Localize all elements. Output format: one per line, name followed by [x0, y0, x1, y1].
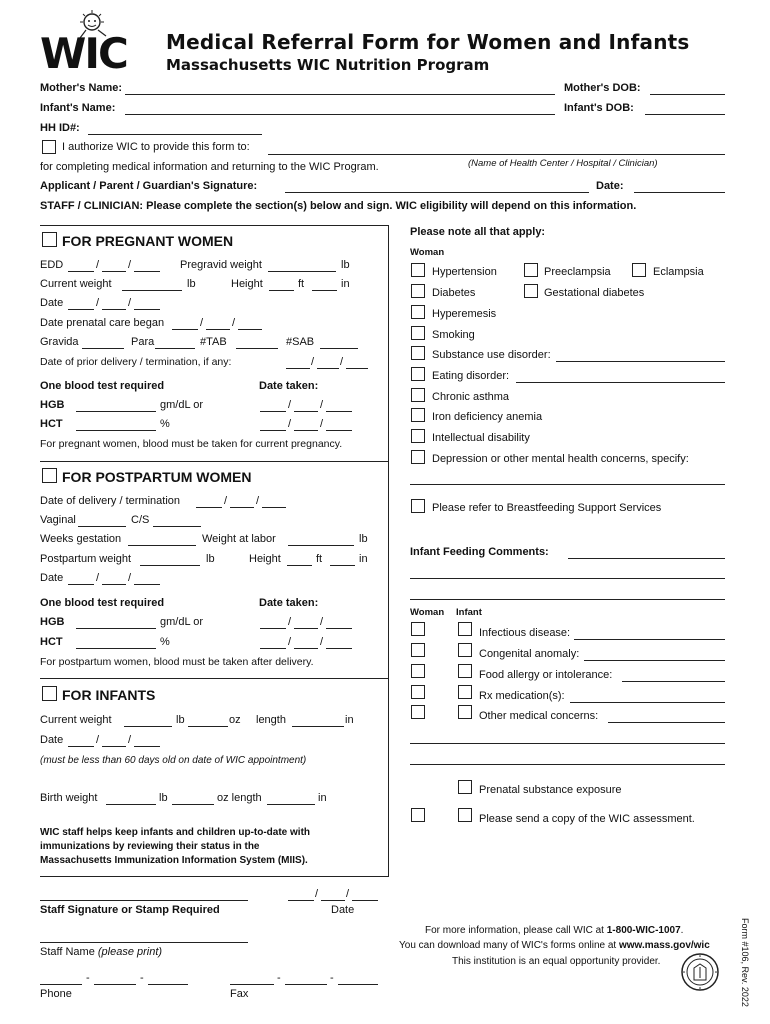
- postpartum-hgb-field[interactable]: [76, 628, 156, 629]
- edd-month[interactable]: [68, 271, 94, 272]
- breastfeeding-referral-checkbox[interactable]: [411, 499, 425, 513]
- substance-use-label: Substance use disorder:: [432, 349, 551, 361]
- preeclampsia-checkbox[interactable]: [524, 263, 538, 277]
- pregnant-women-checkbox[interactable]: [42, 232, 57, 247]
- rx-medication-field[interactable]: [570, 702, 725, 703]
- massachusetts-seal-icon: [680, 952, 720, 992]
- prior-delivery-label: Date of prior delivery / termination, if any:: [40, 356, 232, 368]
- phone-prefix[interactable]: [94, 984, 136, 985]
- weeks-gestation-field[interactable]: [128, 545, 196, 546]
- delivery-date-day[interactable]: [230, 507, 254, 508]
- para-label: Para: [131, 336, 155, 348]
- pregnant-date-taken-label: Date taken:: [259, 380, 319, 392]
- congenital-anomaly-label: Congenital anomaly:: [479, 648, 580, 660]
- prenatal-began-label: Date prenatal care began: [40, 317, 165, 329]
- cs-field[interactable]: [153, 526, 201, 527]
- postpartum-height-label: Height: [249, 553, 281, 565]
- infant-feeding-comments-line-2[interactable]: [410, 578, 725, 579]
- authorize-label: I authorize WIC to provide this form to:: [62, 141, 250, 153]
- infectious-infant-checkbox[interactable]: [458, 622, 472, 636]
- hh-id-field[interactable]: [88, 134, 262, 135]
- wic-logo: [40, 8, 140, 78]
- send-copy-woman-checkbox[interactable]: [411, 808, 425, 822]
- weight-labor-field[interactable]: [288, 545, 354, 546]
- pregravid-label: Pregravid weight: [180, 259, 262, 271]
- prenatal-began-month[interactable]: [172, 329, 198, 330]
- infants-dob-label: Infant's DOB:: [564, 102, 634, 114]
- left-column-top-border: [40, 225, 389, 226]
- congenital-woman-checkbox[interactable]: [411, 643, 425, 657]
- staff-name-label: Staff Name (please print): [40, 946, 163, 958]
- infant-current-weight-label: Current weight: [40, 714, 112, 726]
- other-concerns-line-2[interactable]: [410, 743, 725, 744]
- immunization-line-3: Massachusetts Immunization Information System (MIIS).: [40, 855, 308, 866]
- infants-dob-field[interactable]: [645, 114, 725, 115]
- smoking-checkbox[interactable]: [411, 326, 425, 340]
- footer-info-line-1: For more information, please call WIC at 1-800-WIC-1007.: [425, 925, 684, 936]
- fax-area[interactable]: [230, 984, 274, 985]
- tab-label: #TAB: [200, 336, 227, 348]
- postpartum-blood-note: For postpartum women, blood must be taken after delivery.: [40, 656, 314, 668]
- staff-date-day[interactable]: [321, 900, 345, 901]
- staff-date-month[interactable]: [288, 900, 314, 901]
- logo-text: WIC: [40, 29, 127, 78]
- form-subtitle: Massachusetts WIC Nutrition Program: [166, 56, 490, 74]
- infant-date-day[interactable]: [102, 746, 126, 747]
- prenatal-began-day[interactable]: [206, 329, 230, 330]
- postpartum-section-divider: [40, 678, 389, 679]
- signature-date-field[interactable]: [634, 192, 725, 193]
- current-weight-field[interactable]: [122, 290, 182, 291]
- postpartum-hgb-date-year[interactable]: [326, 628, 352, 629]
- wic-phone-number: 1-800-WIC-1007: [606, 925, 681, 936]
- infant-feeding-comments-line-1[interactable]: [568, 558, 725, 559]
- gravida-label: Gravida: [40, 336, 79, 348]
- mothers-name-field[interactable]: [125, 94, 555, 95]
- intellectual-disability-label: Intellectual disability: [432, 432, 530, 444]
- infant-current-weight-oz[interactable]: [188, 726, 228, 727]
- height-label: Height: [231, 278, 263, 290]
- postpartum-height-ft[interactable]: [287, 565, 312, 566]
- weight-date-label: Date: [40, 297, 64, 309]
- postpartum-hct-label: HCT: [40, 636, 63, 648]
- infant-feeding-comments-line-3[interactable]: [410, 599, 725, 600]
- birth-weight-label: Birth weight: [40, 792, 98, 804]
- staff-signature-label: Staff Signature or Stamp Required: [40, 904, 220, 916]
- staff-signature-field[interactable]: [40, 900, 248, 901]
- postpartum-hgb-label: HGB: [40, 616, 65, 628]
- authorize-checkbox[interactable]: [42, 140, 56, 154]
- postpartum-date-label: Date: [40, 572, 64, 584]
- mothers-name-label: Mother's Name:: [40, 82, 123, 94]
- authorize-recipient-field[interactable]: [268, 154, 725, 155]
- postpartum-hgb-date-month[interactable]: [260, 628, 286, 629]
- eating-disorder-checkbox[interactable]: [411, 367, 425, 381]
- postpartum-height-in[interactable]: [330, 565, 355, 566]
- food-allergy-field[interactable]: [622, 681, 725, 682]
- infants-name-field[interactable]: [125, 114, 555, 115]
- depression-label: Depression or other mental health concerns, specify:: [432, 453, 689, 465]
- diabetes-checkbox[interactable]: [411, 284, 425, 298]
- breastfeeding-referral-label: Please refer to Breastfeeding Support Services: [432, 502, 662, 514]
- para-field[interactable]: [155, 348, 195, 349]
- hh-id-label: HH ID#:: [40, 122, 80, 134]
- current-weight-label: Current weight: [40, 278, 112, 290]
- form-title: Medical Referral Form for Women and Infants: [166, 30, 690, 54]
- woman-col-header: Woman: [410, 607, 445, 618]
- mothers-dob-field[interactable]: [650, 94, 725, 95]
- infant-current-weight-lb[interactable]: [124, 726, 172, 727]
- applicant-signature-label: Applicant / Parent / Guardian's Signature:: [40, 180, 258, 192]
- pregnant-hct-label: HCT: [40, 418, 63, 430]
- postpartum-hgb-date-day[interactable]: [294, 628, 318, 629]
- pregnant-hgb-label: HGB: [40, 399, 65, 411]
- postpartum-date-year[interactable]: [134, 584, 160, 585]
- infant-length-field[interactable]: [292, 726, 344, 727]
- infant-age-note: (must be less than 60 days old on date of WIC appointment): [40, 755, 307, 766]
- prenatal-exposure-checkbox[interactable]: [458, 780, 472, 794]
- birth-weight-lb[interactable]: [106, 804, 156, 805]
- edd-label: EDD: [40, 259, 64, 271]
- pregnant-hct-date-month[interactable]: [260, 430, 286, 431]
- sab-field[interactable]: [320, 348, 358, 349]
- postpartum-date-month[interactable]: [68, 584, 94, 585]
- weight-labor-label: Weight at labor: [202, 533, 276, 545]
- authorize-continuation: for completing medical information and returning to the WIC Program.: [40, 161, 379, 173]
- pregnant-hgb-date-month[interactable]: [260, 411, 286, 412]
- left-column-right-border: [388, 225, 389, 877]
- other-concerns-label: Other medical concerns:: [479, 710, 599, 722]
- diabetes-label: Diabetes: [432, 287, 476, 299]
- immunization-line-2: immunizations by reviewing their status in the: [40, 841, 260, 852]
- immunization-line-1: WIC staff helps keep infants and children up-to-date with: [40, 827, 311, 838]
- prior-delivery-year[interactable]: [346, 368, 368, 369]
- congenital-infant-checkbox[interactable]: [458, 643, 472, 657]
- infectious-disease-label: Infectious disease:: [479, 627, 571, 639]
- fax-line[interactable]: [338, 984, 378, 985]
- gestational-diabetes-label: Gestational diabetes: [544, 287, 645, 299]
- woman-column-label: Woman: [410, 247, 445, 258]
- birth-weight-oz[interactable]: [172, 804, 214, 805]
- rx-infant-checkbox[interactable]: [458, 685, 472, 699]
- substance-use-checkbox[interactable]: [411, 346, 425, 360]
- postpartum-blood-test-label: One blood test required: [40, 597, 165, 609]
- hyperemesis-label: Hyperemesis: [432, 308, 497, 320]
- chronic-asthma-checkbox[interactable]: [411, 388, 425, 402]
- delivery-date-year[interactable]: [262, 507, 286, 508]
- infants-name-label: Infant's Name:: [40, 102, 116, 114]
- fax-prefix[interactable]: [285, 984, 327, 985]
- preeclampsia-label: Preeclampsia: [544, 266, 611, 278]
- postpartum-hct-field[interactable]: [76, 648, 156, 649]
- sab-label: #SAB: [286, 336, 315, 348]
- edd-year[interactable]: [134, 271, 160, 272]
- hypertension-label: Hypertension: [432, 266, 497, 278]
- postpartum-weight-label: Postpartum weight: [40, 553, 132, 565]
- weight-date-year[interactable]: [134, 309, 160, 310]
- infants-heading: FOR INFANTS: [62, 687, 156, 703]
- pregravid-weight-field[interactable]: [268, 271, 336, 272]
- infant-feeding-comments-label: Infant Feeding Comments:: [410, 546, 549, 558]
- postpartum-hct-date-day[interactable]: [294, 648, 318, 649]
- mothers-dob-label: Mother's DOB:: [564, 82, 641, 94]
- applicant-signature-field[interactable]: [285, 192, 589, 193]
- infant-date-label: Date: [40, 734, 64, 746]
- infant-date-year[interactable]: [134, 746, 160, 747]
- postpartum-hct-date-year[interactable]: [326, 648, 352, 649]
- infants-checkbox[interactable]: [42, 686, 57, 701]
- infant-col-header: Infant: [456, 607, 482, 618]
- eating-disorder-field[interactable]: [516, 382, 725, 383]
- weight-date-month[interactable]: [68, 309, 94, 310]
- pregnant-hct-field[interactable]: [76, 430, 156, 431]
- postpartum-date-taken-label: Date taken:: [259, 597, 319, 609]
- pregnant-blood-note: For pregnant women, blood must be taken for current pregnancy.: [40, 438, 343, 450]
- postpartum-hct-date-month[interactable]: [260, 648, 286, 649]
- staff-date-label: Date: [331, 904, 355, 916]
- iron-deficiency-label: Iron deficiency anemia: [432, 411, 543, 423]
- eating-disorder-label: Eating disorder:: [432, 370, 510, 382]
- gestational-diabetes-checkbox[interactable]: [524, 284, 538, 298]
- birth-length-field[interactable]: [267, 804, 315, 805]
- delivery-date-month[interactable]: [196, 507, 222, 508]
- note-all-label: Please note all that apply:: [410, 226, 546, 238]
- eclampsia-label: Eclampsia: [653, 266, 704, 278]
- gravida-field[interactable]: [82, 348, 124, 349]
- pregnant-women-heading: FOR PREGNANT WOMEN: [62, 233, 234, 249]
- food-allergy-infant-checkbox[interactable]: [458, 664, 472, 678]
- prior-delivery-day[interactable]: [317, 368, 339, 369]
- congenital-anomaly-field[interactable]: [584, 660, 725, 661]
- postpartum-women-heading: FOR POSTPARTUM WOMEN: [62, 469, 252, 485]
- postpartum-date-day[interactable]: [102, 584, 126, 585]
- other-concerns-field[interactable]: [608, 722, 725, 723]
- eclampsia-checkbox[interactable]: [632, 263, 646, 277]
- rx-woman-checkbox[interactable]: [411, 685, 425, 699]
- infectious-disease-field[interactable]: [574, 639, 725, 640]
- food-allergy-label: Food allergy or intolerance:: [479, 669, 613, 681]
- intellectual-disability-checkbox[interactable]: [411, 429, 425, 443]
- height-in-field[interactable]: [312, 290, 337, 291]
- infectious-woman-checkbox[interactable]: [411, 622, 425, 636]
- weeks-gestation-label: Weeks gestation: [40, 533, 122, 545]
- food-allergy-woman-checkbox[interactable]: [411, 664, 425, 678]
- send-copy-infant-checkbox[interactable]: [458, 808, 472, 822]
- phone-label: Phone: [40, 988, 72, 1000]
- pregnant-hgb-field[interactable]: [76, 411, 156, 412]
- hyperemesis-checkbox[interactable]: [411, 305, 425, 319]
- authorize-hint: (Name of Health Center / Hospital / Clinician): [468, 158, 658, 169]
- pregnant-hct-date-year[interactable]: [326, 430, 352, 431]
- form-number: Form #106, Rev. 2022: [740, 918, 750, 1007]
- staff-clinician-note: STAFF / CLINICIAN: Please complete the section(s) below and sign. WIC eligibility will depend on this information.: [40, 200, 637, 212]
- weight-date-day[interactable]: [102, 309, 126, 310]
- rx-medication-label: Rx medication(s):: [479, 690, 565, 702]
- height-ft-field[interactable]: [269, 290, 294, 291]
- smoking-label: Smoking: [432, 329, 475, 341]
- depression-checkbox[interactable]: [411, 450, 425, 464]
- edd-day[interactable]: [102, 271, 126, 272]
- infants-section-bottom-border: [40, 876, 389, 877]
- pregnant-section-divider: [40, 461, 389, 462]
- infant-length-label: length: [256, 714, 286, 726]
- other-concerns-line-3[interactable]: [410, 764, 725, 765]
- prior-delivery-month[interactable]: [286, 368, 310, 369]
- pregnant-hgb-date-day[interactable]: [294, 411, 318, 412]
- phone-area[interactable]: [40, 984, 82, 985]
- postpartum-weight-field[interactable]: [140, 565, 200, 566]
- wic-website-link[interactable]: www.mass.gov/wic: [619, 940, 710, 951]
- pregnant-hct-date-day[interactable]: [294, 430, 318, 431]
- footer-info-line-2: You can download many of WIC's forms online at www.mass.gov/wic: [399, 940, 710, 951]
- hypertension-checkbox[interactable]: [411, 263, 425, 277]
- infant-date-month[interactable]: [68, 746, 94, 747]
- signature-date-label: Date:: [596, 180, 624, 192]
- pregnant-hgb-date-year[interactable]: [326, 411, 352, 412]
- other-concerns-infant-checkbox[interactable]: [458, 705, 472, 719]
- other-concerns-woman-checkbox[interactable]: [411, 705, 425, 719]
- prenatal-exposure-label: Prenatal substance exposure: [479, 784, 622, 796]
- footer-info-line-3: This institution is an equal opportunity provider.: [452, 956, 661, 967]
- vaginal-label: Vaginal: [40, 514, 76, 526]
- send-copy-label: Please send a copy of the WIC assessment.: [479, 813, 695, 825]
- fax-label: Fax: [230, 988, 249, 1000]
- pregnant-blood-test-label: One blood test required: [40, 380, 165, 392]
- phone-line[interactable]: [148, 984, 188, 985]
- postpartum-women-checkbox[interactable]: [42, 468, 57, 483]
- substance-use-field[interactable]: [556, 361, 725, 362]
- chronic-asthma-label: Chronic asthma: [432, 391, 510, 403]
- staff-date-year[interactable]: [352, 900, 378, 901]
- delivery-date-label: Date of delivery / termination: [40, 495, 181, 507]
- cs-label: C/S: [131, 514, 150, 526]
- tab-field[interactable]: [236, 348, 278, 349]
- prenatal-began-year[interactable]: [238, 329, 262, 330]
- vaginal-field[interactable]: [78, 526, 126, 527]
- depression-field[interactable]: [410, 484, 725, 485]
- staff-name-field[interactable]: [40, 942, 248, 943]
- iron-deficiency-checkbox[interactable]: [411, 408, 425, 422]
